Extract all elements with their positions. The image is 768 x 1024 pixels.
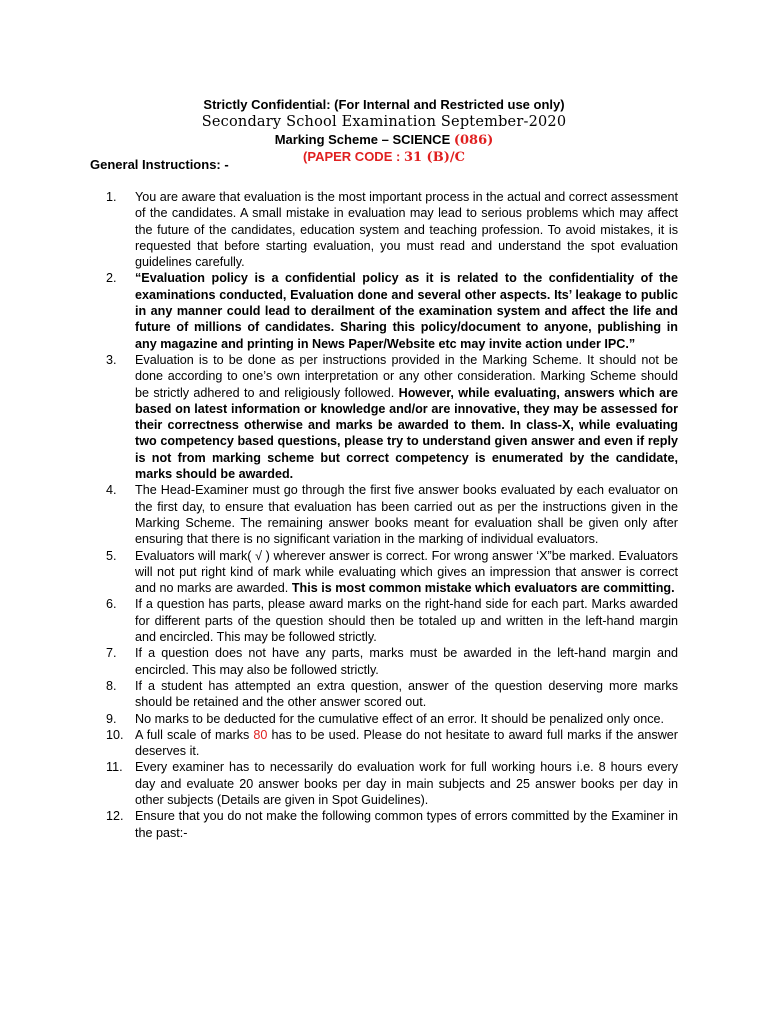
list-item	[106, 759, 678, 808]
item-number: 8.	[106, 678, 117, 693]
list-item	[106, 727, 679, 760]
item-number: 6.	[106, 597, 117, 612]
item-number: 9.	[106, 711, 117, 726]
item-text: No marks to be deducted for the cumulative effect of an error. It should be penalized only once.	[135, 711, 665, 726]
list-item	[106, 596, 678, 645]
marking-scheme-prefix: Marking Scheme – SCIENCE	[274, 132, 454, 147]
marking-scheme-title	[0, 131, 768, 149]
list-item	[106, 711, 678, 727]
confidential-notice: Strictly Confidential: (For Internal and Restricted use only)	[203, 97, 565, 112]
list-item	[106, 645, 678, 678]
item-bold-text: However, while evaluating, answers which are based on latest information or knowledge and/or are innovative, they may be assessed for their correctness otherwise and marks be awarded to them. In class-X, while evaluating two competency based questions, please try to understand given answer and even if reply is not from marking scheme but correct competency is enumerated by the candidate, marks should be awarded.	[135, 385, 678, 482]
item-text: Evaluators will mark( √ ) wherever answer is correct. For wrong answer ‘X”be marked. Evaluators will not put right kind of mark while evaluating which gives an impression that answer is correct and no marks are awarded.	[135, 548, 678, 596]
list-item	[106, 352, 678, 482]
item-bold-text: “Evaluation policy is a confidential policy as it is related to the confidentiality of the examinations conducted, Evaluation done and several other aspects. Its’ leakage to public in any manner could lead to derailment of the examination system and affect the life and future of millions of candidates. Sharing this policy/document to anyone, publishing in any magazine and printing in News Paper/Website etc may invite action under IPC.”	[135, 271, 678, 351]
item-text: The Head-Examiner must go through the first five answer books evaluated by each evaluator on the first day, to ensure that evaluation has been carried out as per the instructions given in the Marking Scheme. The remaining answer books meant for evaluation shall be given only after ensuring that there is no significant variation in the marking of individual evaluators.	[135, 483, 678, 547]
full-marks-value: 80	[253, 727, 268, 742]
document-header	[0, 96, 768, 166]
item-text: A full scale of marks	[135, 727, 254, 742]
list-item	[106, 678, 678, 711]
item-text: If a question does not have any parts, marks must be awarded in the left-hand margin and encircled. This may also be followed strictly.	[135, 646, 678, 677]
item-number: 2.	[106, 271, 117, 286]
item-bold-text: This is most common mistake which evaluators are committing.	[291, 581, 675, 596]
item-number: 11.	[106, 760, 123, 775]
paper-code-prefix: (PAPER CODE :	[303, 149, 404, 164]
list-item	[106, 189, 678, 270]
instructions-list	[106, 189, 679, 841]
item-number: 1.	[106, 190, 117, 204]
item-text: Evaluation is to be done as per instructions provided in the Marking Scheme. It should not be done according to one’s own interpretation or any other consideration. Marking Scheme should be strictly adhered to and religiously followed.	[135, 352, 678, 400]
subject-code: (086)	[453, 133, 494, 148]
list-item	[106, 482, 678, 547]
item-text: You are aware that evaluation is the most important process in the actual and correct assessment of the candidates. A small mistake in evaluation may lead to serious problems which may affect the future of the candidates, education system and teaching profession. To avoid mistakes, it is requested that before starting evaluation, you must read and understand the spot evaluation guidelines carefully.	[135, 190, 678, 270]
item-number: 10.	[106, 727, 124, 742]
item-number: 12.	[106, 809, 124, 824]
list-item	[106, 808, 678, 841]
item-text: If a student has attempted an extra question, answer of the question deserving more marks should be retained and the other answer scored out.	[135, 678, 678, 710]
item-number: 4.	[106, 483, 117, 498]
general-instructions-heading: General Instructions: -	[90, 157, 229, 172]
item-number: 3.	[106, 352, 117, 367]
paper-code-value: 31 (B)/C	[403, 150, 465, 165]
exam-title: Secondary School Examination September-2020	[201, 114, 567, 130]
item-text: Ensure that you do not make the following common types of errors committed by the Examiner in the past:-	[135, 809, 678, 840]
list-item	[106, 270, 678, 351]
item-text: If a question has parts, please award marks on the right-hand side for each part. Marks awarded for different parts of the question should then be totaled up and written in the left-hand margin and encircled. This may be followed strictly.	[135, 597, 678, 645]
list-item	[106, 548, 678, 597]
item-text: has to be used. Please do not hesitate to award full marks if the answer deserves it.	[135, 727, 679, 759]
item-number: 7.	[106, 646, 117, 661]
item-number: 5.	[106, 548, 117, 563]
item-text: Every examiner has to necessarily do evaluation work for full working hours i.e. 8 hours every day and evaluate 20 answer books per day in main subjects and 25 answer books per day in other subjects (Details are given in Spot Guidelines).	[135, 760, 678, 807]
